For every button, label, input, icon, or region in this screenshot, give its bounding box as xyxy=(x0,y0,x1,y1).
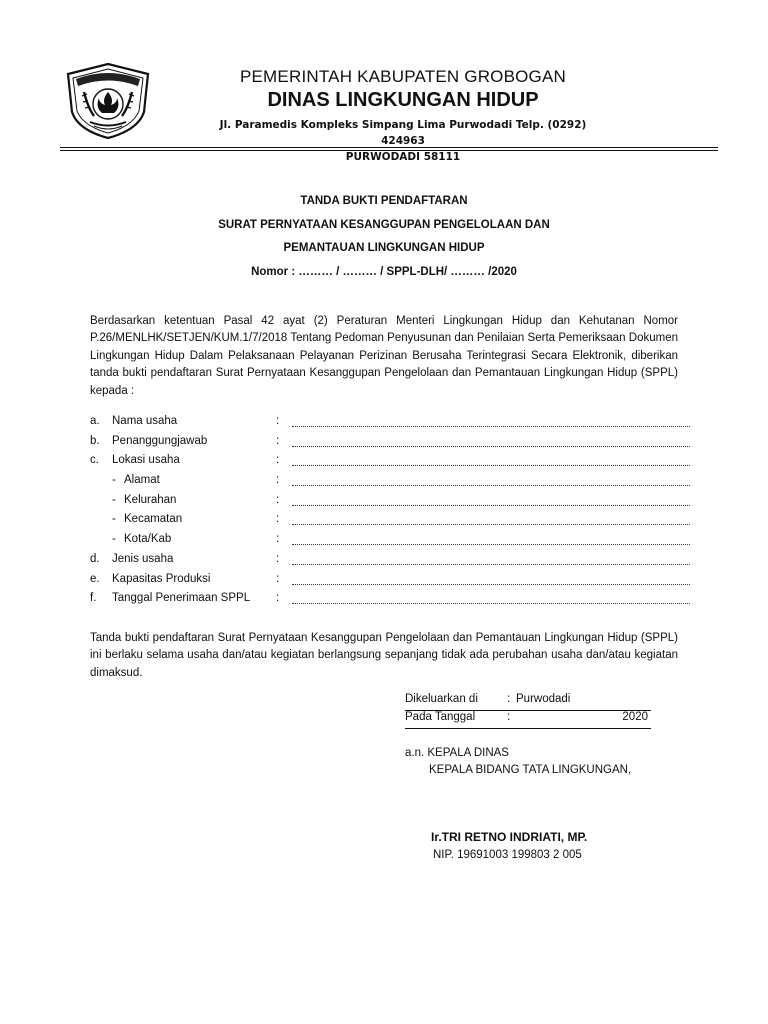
fill-in-line xyxy=(292,465,690,466)
form-label: Tanggal Penerimaan SPPL xyxy=(112,592,251,605)
title-line-2: SURAT PERNYATAAN KESANGGUPAN PENGELOLAAN DAN xyxy=(218,218,550,231)
form-marker: a. xyxy=(90,415,100,427)
form-row-lokasi-usaha xyxy=(90,452,690,472)
document-title xyxy=(90,195,678,289)
issued-date-year: 2020 xyxy=(622,711,648,723)
form-colon: : xyxy=(276,533,280,546)
issued-date-row xyxy=(405,711,651,729)
form-marker: - xyxy=(112,513,116,526)
form-label: Kapasitas Produksi xyxy=(112,572,211,585)
form-marker: e. xyxy=(90,572,100,585)
form-marker: d. xyxy=(90,552,100,565)
form-row-tanggal-penerimaan xyxy=(90,590,690,610)
signer-name: Ir.TRI RETNO INDRIATI, MP. xyxy=(431,830,588,844)
form-label: Nama usaha xyxy=(112,415,178,427)
fill-in-line xyxy=(292,426,690,427)
agency-address: Jl. Paramedis Kompleks Simpang Lima Purwodadi Telp. (0292) 424963 xyxy=(219,119,587,147)
form-label: Alamat xyxy=(124,474,160,487)
title-line-3: PEMANTAUAN LINGKUNGAN HIDUP xyxy=(283,242,485,254)
issued-date-label: Pada Tanggal xyxy=(405,711,476,723)
fill-in-line xyxy=(292,505,690,506)
form-marker: c. xyxy=(90,454,99,467)
form-colon: : xyxy=(276,493,280,506)
form-colon: : xyxy=(276,513,280,526)
form-row-kelurahan xyxy=(90,492,690,512)
form-row-kecamatan xyxy=(90,511,690,531)
issued-place-value: Purwodadi xyxy=(516,693,571,705)
issued-block xyxy=(405,693,651,729)
form-marker: b. xyxy=(90,434,100,447)
form-marker: - xyxy=(112,533,116,546)
intro-paragraph: Berdasarkan ketentuan Pasal 42 ayat (2) Peraturan Menteri Lingkungan Hidup dan Kehutanan Nomor P.26/MENLHK/SETJEN/KUM.1/7/2018 Tentang Pedoman Penyusunan dan Penilaian Serta Pemeriksaan Dokumen Lingkungan Hidup Dalam Pelaksanaan Pelayanan Perizinan Berusaha Terintegrasi Secara Elektronik, diberikan tanda bukti pendaftaran Surat Pernyataan Kesanggupan Pengelolaan dan Pemantauan Lingkungan Hidup (SPPL) kepada : xyxy=(90,315,678,397)
grobogan-regency-emblem-icon xyxy=(64,62,152,140)
fill-in-line xyxy=(292,485,690,486)
signer xyxy=(405,828,645,864)
registration-form xyxy=(90,413,690,610)
letterhead-divider xyxy=(60,147,718,148)
on-behalf-line: a.n. KEPALA DINAS xyxy=(405,747,509,759)
fill-in-line xyxy=(292,564,690,565)
form-label: Kota/Kab xyxy=(124,533,172,546)
agency-city-postcode: PURWODADI 58111 xyxy=(345,151,461,163)
issued-colon: : xyxy=(507,711,511,723)
fill-in-line xyxy=(292,524,690,525)
validity-paragraph: Tanda bukti pendaftaran Surat Pernyataan Kesanggupan Pengelolaan dan Pemantauan Lingkungan Hidup (SPPL) ini berlaku selama usaha dan/atau kegiatan berlangsung sepanjang tidak ada perubahan usaha dan/atau kegiatan dimaksud. xyxy=(90,632,678,679)
fill-in-line xyxy=(292,544,690,545)
issued-place-row xyxy=(405,693,651,711)
signer-position: KEPALA BIDANG TATA LINGKUNGAN, xyxy=(429,763,632,776)
form-colon: : xyxy=(276,592,280,605)
form-row-jenis-usaha xyxy=(90,551,690,571)
form-label: Lokasi usaha xyxy=(112,454,180,467)
form-colon: : xyxy=(276,552,280,565)
issued-colon: : xyxy=(507,693,511,705)
document-number: Nomor : ……… / ……… / SPPL-DLH/ ……… /2020 xyxy=(251,265,517,278)
issued-place-label: Dikeluarkan di xyxy=(405,693,478,705)
form-row-kapasitas-produksi xyxy=(90,571,690,591)
signature-title xyxy=(405,745,631,778)
fill-in-line xyxy=(292,446,690,447)
form-colon: : xyxy=(276,434,280,447)
signer-nip: NIP. 19691003 199803 2 005 xyxy=(433,849,582,861)
government-name: PEMERINTAH KABUPATEN GROBOGAN xyxy=(239,67,566,86)
form-marker: f. xyxy=(90,592,97,605)
fill-in-line xyxy=(292,603,690,604)
form-colon: : xyxy=(276,415,280,427)
form-row-nama-usaha xyxy=(90,413,690,433)
agency-name: DINAS LINGKUNGAN HIDUP xyxy=(267,89,539,111)
letterhead-divider-thin xyxy=(60,150,718,151)
title-line-1: TANDA BUKTI PENDAFTARAN xyxy=(300,195,468,207)
form-label: Kecamatan xyxy=(124,513,183,526)
form-marker: - xyxy=(112,493,116,506)
form-row-alamat xyxy=(90,472,690,492)
form-row-kota-kab xyxy=(90,531,690,551)
form-label: Kelurahan xyxy=(124,493,177,506)
form-label: Penanggungjawab xyxy=(112,434,208,447)
fill-in-line xyxy=(292,584,690,585)
issued-date-underline xyxy=(405,728,651,729)
form-colon: : xyxy=(276,474,280,487)
form-row-penanggungjawab xyxy=(90,433,690,453)
form-label: Jenis usaha xyxy=(112,552,174,565)
form-colon: : xyxy=(276,572,280,585)
form-marker: - xyxy=(112,474,116,487)
form-colon: : xyxy=(276,454,280,467)
